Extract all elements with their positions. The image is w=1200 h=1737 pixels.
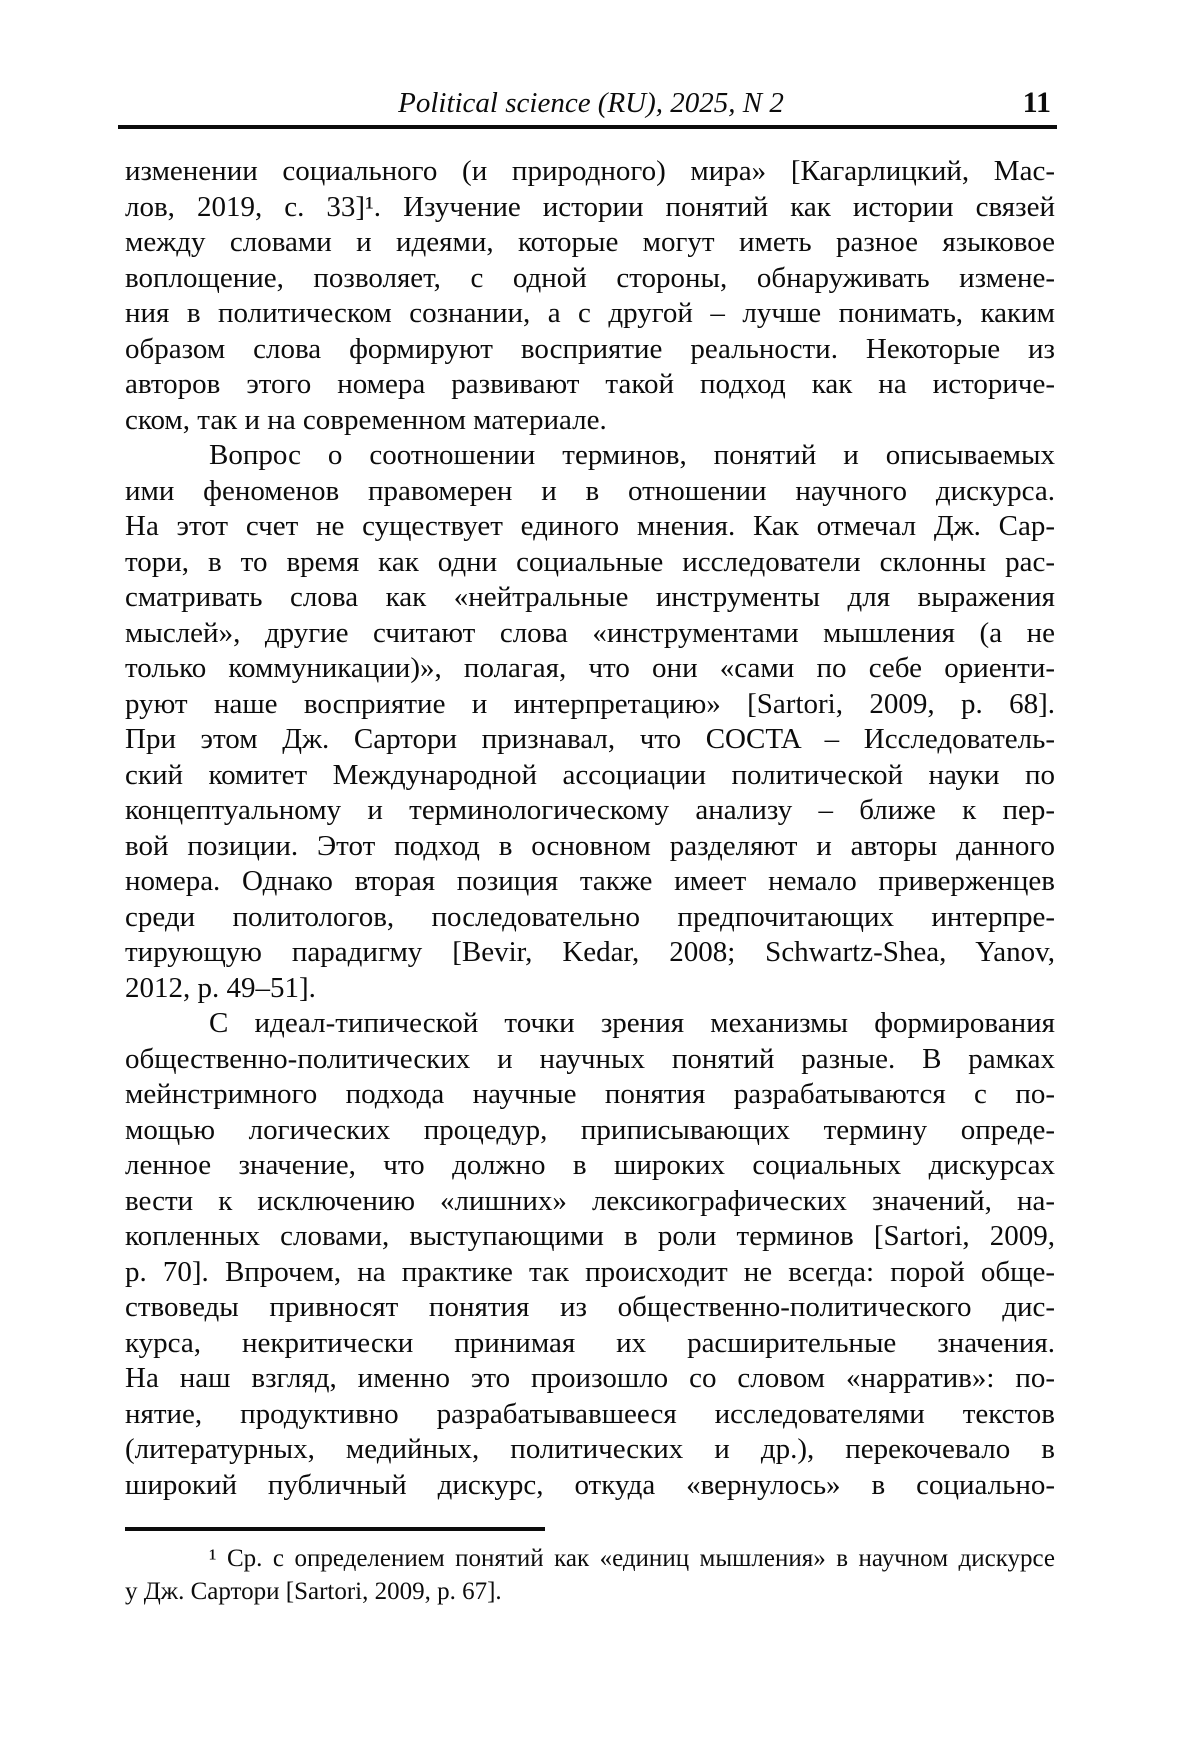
body-line: лов, 2019, с. 33]¹. Изучение истории понятий как истории связей [125, 190, 1055, 223]
body-line: руют наше восприятие и интерпретацию» [Sartori, 2009, p. 68]. [125, 687, 1055, 720]
body-line: общественно-политических и научных понятий разные. В рамках [125, 1042, 1055, 1075]
footnote-line: ¹ Ср. с определением понятий как «единиц мышления» в научном дискурсе [209, 1545, 1055, 1572]
body-line: ском, так и на современном материале. [125, 403, 607, 436]
body-line: На наш взгляд, именно это произошло со словом «нарратив»: по- [125, 1362, 1055, 1394]
body-line: между словами и идеями, которые могут иметь разное языковое [125, 226, 1055, 258]
header-rule [118, 125, 1057, 129]
body-line: образом слова формируют восприятие реальности. Некоторые из [125, 332, 1055, 365]
body-line: тори, в то время как одни социальные исследователи склонны рас- [125, 545, 1055, 578]
body-line: ими феноменов правомерен и в отношении научного дискурса. [125, 474, 1055, 507]
body-line: номера. Однако вторая позиция также имеет немало приверженцев [125, 865, 1055, 897]
body-line: 2012, p. 49–51]. [125, 971, 316, 1004]
body-line: p. 70]. Впрочем, на практике так происходит не всегда: порой обще- [125, 1255, 1055, 1288]
body-line: нятие, продуктивно разрабатывавшееся исследователями текстов [125, 1397, 1055, 1430]
body-line: курса, некритически принимая их расширительные значения. [125, 1326, 1055, 1359]
body-line: ский комитет Международной ассоциации политической науки по [125, 758, 1055, 791]
body-line: концептуальному и терминологическому анализу – ближе к пер- [125, 794, 1055, 826]
body-line: ленное значение, что должно в широких социальных дискурсах [125, 1149, 1055, 1181]
body-line: Вопрос о соотношении терминов, понятий и описываемых [209, 439, 1055, 471]
body-line: сматривать слова как «нейтральные инструменты для выражения [125, 581, 1055, 613]
body-line: копленных словами, выступающими в роли терминов [Sartori, 2009, [125, 1220, 1055, 1252]
body-line: широкий публичный дискурс, откуда «вернулось» в социально- [125, 1468, 1055, 1501]
body-line: ния в политическом сознании, а с другой – лучше понимать, каким [125, 297, 1055, 329]
body-line: вести к исключению «лишних» лексикографических значений, на- [125, 1184, 1055, 1217]
body-text [125, 154, 1055, 1503]
page-header [125, 86, 1057, 120]
body-line: мейнстримного подхода научные понятия разрабатываются с по- [125, 1078, 1055, 1110]
body-line: авторов этого номера развивают такой подход как на историче- [125, 368, 1055, 400]
body-line: вой позиции. Этот подход в основном разделяют и авторы данного [125, 829, 1055, 862]
page-number: 11 [1022, 86, 1051, 119]
body-line: среди политологов, последовательно предпочитающих интерпре- [125, 900, 1055, 933]
footnote [125, 1542, 1055, 1608]
body-line: С идеал-типической точки зрения механизмы формирования [209, 1007, 1055, 1039]
body-line: воплощение, позволяет, с одной стороны, обнаруживать измене- [125, 261, 1055, 294]
journal-running-title: Political science (RU), 2025, N 2 [398, 87, 784, 119]
footnote-separator-rule [125, 1527, 545, 1531]
footnote-line: у Дж. Сартори [Sartori, 2009, p. 67]. [125, 1578, 502, 1605]
body-line: (литературных, медийных, политических и др.), перекочевало в [125, 1433, 1055, 1465]
body-line: мощью логических процедур, приписывающих термину опреде- [125, 1113, 1055, 1146]
body-line: тирующую парадигму [Bevir, Kedar, 2008; Schwartz-Shea, Yanov, [125, 936, 1055, 968]
body-line: ствоведы привносят понятия из общественно-политического дис- [125, 1291, 1055, 1323]
body-line: На этот счет не существует единого мнения. Как отмечал Дж. Сар- [125, 510, 1055, 542]
body-line: При этом Дж. Сартори признавал, что COCTA – Исследователь- [125, 723, 1055, 755]
body-line: только коммуникации)», полагая, что они «сами по себе ориенти- [125, 652, 1055, 684]
body-line: изменении социального (и природного) мира» [Кагарлицкий, Мас- [125, 155, 1055, 187]
body-line: мыслей», другие считают слова «инструментами мышления (а не [125, 616, 1055, 649]
